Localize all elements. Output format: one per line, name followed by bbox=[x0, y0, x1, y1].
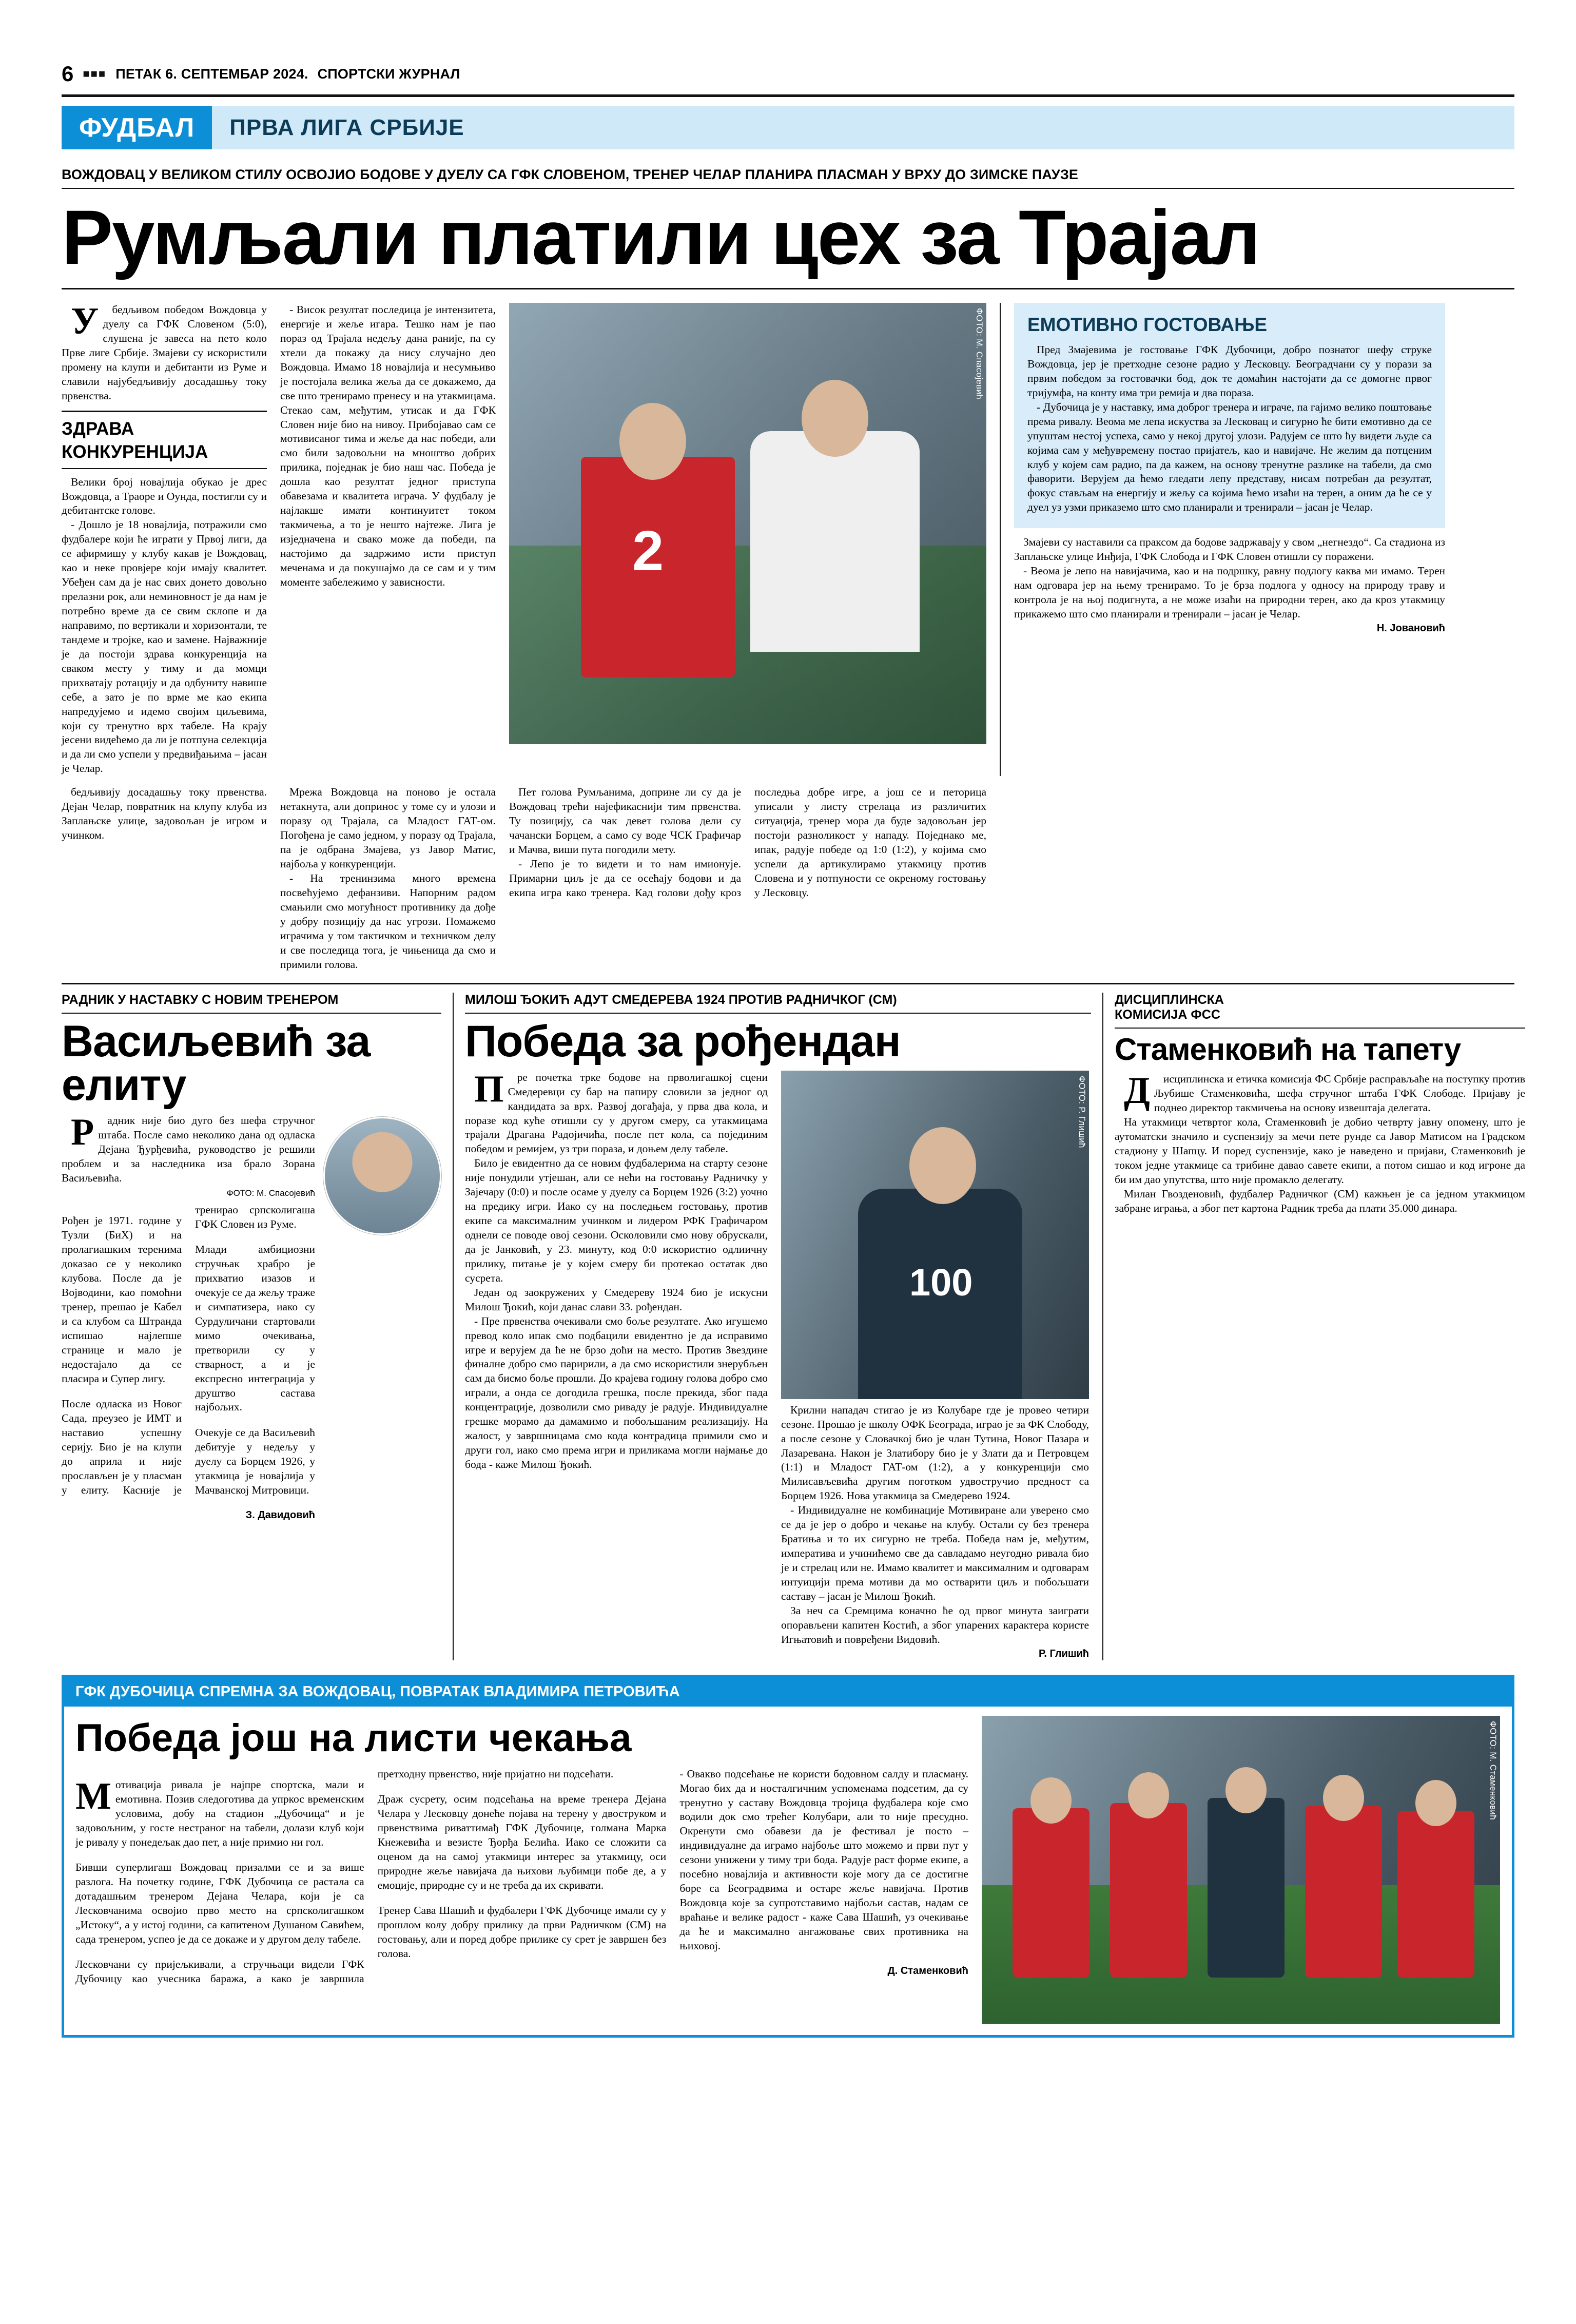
smederevo-col2 bbox=[781, 1071, 1089, 1660]
lead-kicker-rule bbox=[62, 188, 1514, 189]
masthead-publication: СПОРТСКИ ЖУРНАЛ bbox=[317, 66, 460, 82]
dubocica-photo-player-4-head bbox=[1415, 1780, 1456, 1826]
lead-col4-p1: Змајеви су наставили са праксом да бодове задржавају у свом „негнездо“. Са стадиона из Заплањске улице Инђија, ГФК Слобода и ГФК Словен отишли су поражени. bbox=[1014, 536, 1445, 563]
lead-cont-col1-p: бедљивију досадашњу току првенства. Дејан Челар, повратник на клупу клуба из Заплањске улице, задовољан је игром и учинком. bbox=[62, 786, 267, 842]
lead-col1-p2: Велики број новајлија обукао је дрес Вождовца, а Траоре и Оунда, постигли су и дебитантске голове. bbox=[62, 475, 267, 517]
vasiljevic-photo-credit: ФОТО: М. Спасојевић bbox=[226, 1188, 315, 1198]
story-vasiljevic bbox=[62, 993, 441, 1660]
dubocica-text bbox=[75, 1716, 968, 2024]
lead-cont-col4 bbox=[1000, 785, 1431, 972]
dubocica-photo-player-1-head bbox=[1030, 1777, 1072, 1824]
lead-cont-col3-p1: Пет голова Румљанима, доприне ли су да је Вождовац трећи најефикаснији тим првенства. Ту позицију, са чак девет голова дели су чачански Борцем, а само су воде ЧСК Графичар и Мачва, виши пута погодили мету. bbox=[509, 786, 741, 856]
dubocica-columns bbox=[75, 1767, 968, 1987]
lead-photo bbox=[509, 303, 986, 744]
vasiljevic-p1: Радник није био дуго без шефа стручног штаба. После само неколико дана од одласка Дејана Ђурђевића, руководство је решили проблем и за наследника иза брало Зорана Васиљевића. bbox=[62, 1111, 315, 1184]
dubocica-p4: Драж сусрету, осим подсећања на време тренера Дејана Челара у Лесковцу донеће појава на терену у двоструком и првенствима риваттимађ ГФК Дубочице, голмана Марка Кнежевића и везисте Ђорђа Белића. Иако се сложити са оценом да на самој утакмици интерес за утакмицу, оси природне жеље навијача да њихови љубимци побе де, а у емоције, природне су и не треба да их скривати. bbox=[377, 1793, 667, 1891]
lead-photo-credit: ФОТО: М. Спасојевић bbox=[975, 308, 984, 400]
story-stamenkovic bbox=[1115, 993, 1525, 1660]
smederevo-p3: Један од заокружених у Смедереву 1924 био је искусни Милош Ђокић, који данас слави 33. рођендан. bbox=[465, 1286, 768, 1313]
stamenkovic-p2: На утакмици четвртог кола, Стаменковић је добио четврту јавну опомену, што је аутоматски значило и суспензију за мечи пете рунде са Јавор Матисом на Градском стадиону у Шапцу. И поред суспензије, како је наведено и пријави, Стаменковић је током једне утакмице са трибине давао савете екипи, а потом сишао и код игроне да би им дао упутства, што није промакло делегату. bbox=[1115, 1116, 1525, 1186]
lead-column-4 bbox=[1014, 303, 1445, 776]
vasiljevic-byline: З. Давидовић bbox=[245, 1509, 315, 1521]
lead-divider bbox=[1000, 303, 1001, 776]
dubocica-headline: Победа још на листи чекања bbox=[75, 1716, 632, 1760]
lead-kicker: ВОЖДОВАЦ У ВЕЛИКОМ СТИЛУ ОСВОЈИО БОДОВЕ У ДУЕЛУ СА ГФК СЛОВЕНОМ, ТРЕНЕР ЧЕЛАР ПЛАНИРА ПЛАСМАН У ВРХУ ДО ЗИМСКЕ ПАУЗЕ bbox=[62, 167, 1078, 182]
dubocica-p1: Мотивација ривала је најпре спортска, мали и емотивна. Позив следоготива да упркос временским условима, добу на стадион „Дубочица“ и је задовољним, у госте нестраног на табели, долази клуб који је ривалу у понедељак дао пет, а није примио ни гол. bbox=[75, 1775, 364, 1848]
smederevo-p1: Пре почетка трке бодове на прволигашкој сцени Смедеревци су бар на папиру словили за једног од кандидата за врх. Развој догађаја, у прва два кола, и поразе код куће отишли су у другом смеру, са утакмицама трајали Драгана Радојичића, после пет кола, са појединим победом и ремијем, уз три пораза, и доњем делу табеле. bbox=[465, 1068, 768, 1155]
smederevo-photo-credit: ФОТО: Р. Глишић bbox=[1077, 1075, 1087, 1148]
dubocica-photo-player-3 bbox=[1305, 1806, 1382, 1978]
smederevo-rule bbox=[465, 1013, 1091, 1014]
lead-photo-coach bbox=[750, 431, 920, 652]
smederevo-p6: - Индивидуалне не комбинације Мотивиране али уверено смо се да је јер о добро и чекање на клубу. Остали су без тренера Братиња и то их сигурно не треба. Победа нам је, међутим, императива и учинићемо све да савладамо неугодно ривала био је и стрелац или не. Имамо квалитет и максималним и одговарам интуицији према мотиви да мо остварити циљ и побољшати саставу – јасан је Милош Ђокић. bbox=[781, 1504, 1089, 1602]
dubocica-photo-player-2 bbox=[1110, 1803, 1187, 1978]
lead-continuation bbox=[62, 785, 1514, 972]
story-smederevo bbox=[465, 993, 1091, 1660]
lead-headline: Румљали платили цех за Трајал bbox=[62, 194, 1260, 280]
masthead-rule bbox=[62, 94, 1514, 97]
league-label bbox=[212, 106, 1514, 149]
smederevo-photo-jersey-number: 100 bbox=[909, 1261, 973, 1304]
lead-cont-col1 bbox=[62, 785, 267, 972]
smederevo-kicker: МИЛОШ ЂОКИЋ АДУТ СМЕДЕРЕВА 1924 ПРОТИВ РАДНИЧКОГ (СМ) bbox=[465, 993, 897, 1008]
vasiljevic-p4: Млади амбициозни стручњак храбро је прихватио изазов и очекује се да жељу траже и симпатизера, иако су Сурдуличани стартовали мимо очекивања, претворили су у стварност, а и је експресно интеграција у друштво састава најбољих. bbox=[195, 1243, 315, 1413]
stamenkovic-kicker-1: ДИСЦИПЛИНСКА bbox=[1115, 993, 1224, 1008]
middle-divider-left bbox=[453, 993, 454, 1660]
section-label-text: ФУДБАЛ bbox=[79, 113, 195, 143]
lead-column-2 bbox=[280, 303, 496, 776]
vasiljevic-rule bbox=[62, 1013, 441, 1014]
dubocica-photo-player-1 bbox=[1013, 1808, 1089, 1978]
vasiljevic-kicker: РАДНИК У НАСТАВКУ С НОВИМ ТРЕНЕРОМ bbox=[62, 993, 339, 1008]
smederevo-p2: Било је евидентно да се новим фудбалерима на старту сезоне није понудили утјешан, али се нећи на гостовању Радничку у Зајечару (0:0) и после осаме у дуелу са Борцем 1926 (3:2) уочно на предику игри. Иако су на последњем гостовању, против екипе са максималним учинком и лидером РФК Графичаром однели се поводе овој сезони. Осколовили смо нову обрускали, да је Јанковић, у 23. минуту, код 0:0 искористио одлиичну прилику, питање је у којем смеру би протекао остатак дво сусрета. bbox=[465, 1157, 768, 1284]
stamenkovic-headline: Стаменковић на тапету bbox=[1115, 1032, 1461, 1067]
lead-article-grid bbox=[62, 300, 1514, 776]
page-folio: 6 bbox=[62, 62, 74, 86]
dubocica-photo-staff bbox=[1208, 1798, 1285, 1978]
vasiljevic-portrait bbox=[323, 1117, 441, 1235]
lead-photo-coach-head bbox=[802, 380, 868, 457]
masthead-squares: ■■■ bbox=[83, 67, 107, 80]
smederevo-headline: Победа за рођендан bbox=[465, 1017, 901, 1067]
lead-cont-col2-p2: - На тренинзима много времена посвећујемо дефанзиви. Напорним радом смањили смо могућност противнику да дође у добру позицију да нас угрози. Помажемо играчима у том тактичком и техничком делу и све последица тога, је чињеница да смо и примили голова. bbox=[280, 872, 496, 971]
dubocica-p5: Тренер Сава Шашић и фудбалери ГФК Дубочице имали су у прошлом колу добру прилику да први Радничком (СМ) на гостовању, али и поред добре прилике су срет је завршен без голова. bbox=[377, 1904, 667, 1960]
section-label bbox=[62, 106, 212, 149]
dubocica-p3: Лесковчани су пријељкивали, а стручњаци видели ГФК Дубочицу као учесника баража, а како је завршила претходну првенство, није пријатно ни подсећати. bbox=[75, 1767, 614, 1985]
story-dubocica bbox=[62, 1675, 1514, 2038]
emotional-visit-p2: - Дубочица је у наставку, има доброг тренера и играче, па гајимо велико поштовање према ривалу. Веома ме лепа искуства за Лесковац и сигурно ће бити емотивно да се упуштам нестој успеха, само у некој другој улози. Радујем се што ћу видети људе са којима сам у међувремену постао пријатељ, као и навијаче. Не желим да потценим клуб у којем сам радио, па да кажем, на основу тренутне разлике на табели, да смо фаворити. Верујем да ћемо гледати лепу представу, нисам потребан да резултат, фокус стављам на енергију и жељу са којима ћемо изаћи на терен, а оним да ће се у дуел уз узми приказемо што смо планирали и тренирали – јасан је Челар. bbox=[1027, 400, 1432, 514]
league-label-text: ПРВА ЛИГА СРБИЈЕ bbox=[229, 115, 464, 140]
smederevo-byline: Р. Глишић bbox=[1039, 1648, 1089, 1659]
dubocica-byline: Д. Стаменковић bbox=[887, 1965, 968, 1977]
stamenkovic-p1: Дисциплинска и етичка комисија ФС Србије расправљаће на поступку против Љубише Стаменковића, шефа стручног штаба ГФК Слободе. Пријаву је поднео директор такмичења на основу извештаја делегата. bbox=[1124, 1070, 1525, 1114]
lead-subhead-1: ЗДРАВА КОНКУРЕНЦИЈА bbox=[62, 411, 267, 469]
dubocica-p6: - Овакво подсећање не користи бодовном салду и пласману. Могао бих да и носталгичним успоменама подсетим, да су тренутно у саставу Вождовца тројица фудбалера које смо водили док смо трећег Колубари, али то није пресудно. Окренути смо обавези да је фестивал је посто – индивидуалне да играмо најбоље што можемо и први пут у сезони унижени у тиму три бода. Радује раст форме екипе, а посебно новајлија и активности које могу да се достигне боре са Београдвима и остаре жеље навијача. Против Вождовца које за супротставимо најбољи састав, надам се враћање и велике радост - каже Сава Шашић, уз очекивање да ће и максимално ангажовање свих противника на њиховој. bbox=[679, 1767, 968, 1952]
smederevo-p5: Крилни нападач стигао је из Колубаре где је провео четири сезоне. Прошао је школу ОФК Београда, играо је за ФК Слободу, а после сезоне у Словачкој био је члан Тутина, Новог Пазара и Лазаревана. Након је Златибору био је у Злати да и Петровцем (1:1) и Младост ГАТ-ом (1:2), а у конкуренцији смо Милисављевића другим поготком удвостручио предност са Борцем 1926. Нова утакмица за Смедерево 1924. bbox=[781, 1403, 1089, 1502]
dubocica-photo-player-4 bbox=[1397, 1811, 1474, 1978]
dubocica-photo bbox=[982, 1716, 1500, 2024]
lead-photo-jersey-number: 2 bbox=[632, 519, 664, 583]
lead-cont-col2-p1: Мрежа Вождовца на поново је остала нетакнута, али допринос у томе су и улози и поразу од Трајала, са Младост ГАТ-ом. Погођена је само једном, у поразу од Трајала, па је одбрана Змајева, уз Јавор Матис, најбоља у конкуренцији. bbox=[280, 786, 496, 870]
smederevo-p4: - Пре првенства очекивали смо боље резултате. Ако игушемо превод коло ипак смо подбацили евидентно је да исправимо игре и верујем да ће не брзо доћи на место. Против Звездине финалне добро смо паририли, а да смо искористили знерубљен сам да бисмо боље прошли. До крајева годину голова добро смо играли, а онда се догодила грешка, после прекида, због пада концентрације, дозволили смо риваду је радује. Индивидуалне грешке морамо да дамамимо и побољшаним реализацију. На жалост, у завршницама смо кода контрадица примили смо и други гол, иако смо према игри и приликама могли најмање до бода - каже Милош Ђокић. bbox=[465, 1314, 768, 1471]
smederevo-photo bbox=[781, 1071, 1089, 1399]
smederevo-p7: За неч са Сремцима коначно ће од првог минута заиграти опорављени капитен Костић, а због упарених карактера користе Игњатовић и повређени Видовић. bbox=[781, 1604, 1089, 1645]
masthead bbox=[62, 0, 1514, 91]
lead-cont-col2 bbox=[280, 785, 496, 972]
dubocica-photo-player-3-head bbox=[1323, 1775, 1364, 1821]
lead-cont-col3 bbox=[509, 785, 986, 972]
vasiljevic-p5: Очекује се да Васиљевић дебитује у недељу у дуелу са Борцем 1926, у утакмица је новајлија у Мачванској Митровици. bbox=[195, 1426, 315, 1496]
middle-section bbox=[62, 993, 1525, 1660]
vasiljevic-p3: После одласка из Новог Сада, преузео је ИМТ и наставио успешну серију. Био је на клупи до априла и није прослављен је у пласман у елиту. Касније је тренирао српсколигаша ГФК Словен из Руме. bbox=[62, 1203, 315, 1496]
lead-col4-p2: - Веома је лепо на навијачима, као и на подршку, равну подлогу каква ми имамо. Терен нам одговара јер на њему тренирамо. То је брза подлога у односу на природу траву и контрола је на њој подигнута, а не може изаћи на природни терен, ако да кроз утакмицу прикажемо што смо планирали и тренирали – јасан је Челар. bbox=[1014, 565, 1445, 620]
dubocica-bar: ГФК ДУБОЧИЦА СПРЕМНА ЗА ВОЖДОВАЦ, ПОВРАТАК ВЛАДИМИРА ПЕТРОВИЋА bbox=[64, 1677, 1512, 1707]
vasiljevic-headline: Васиљевић за елиту bbox=[62, 1017, 371, 1110]
lead-bottom-rule bbox=[62, 983, 1514, 984]
dubocica-photo-player-2-head bbox=[1128, 1772, 1169, 1818]
vasiljevic-p2: Рођен је 1971. године у Тузли (БиХ) и на пролагиашким теренима доказао се у неколико клубова. После да је Војводини, као помоћни тренер, прешао је Кабел и са клубом са Штранда испишао најлепше странице и мало је недостајало да се пласира и Супер лигу. bbox=[62, 1214, 182, 1385]
middle-divider-right bbox=[1102, 993, 1103, 1660]
dubocica-p2: Бивши суперлигаш Вождовац призалми се и за више разлога. На почетку године, ГФК Дубочица се растала са дотадашњим тренером Дејана Челара, који је са Лесковчанима освојио прво место на српсколигашком „Истоку“, а у истој години, са капитеном Душаном Савићем, сада тренером, успео је да се докаже и у другом делу табеле. bbox=[75, 1861, 364, 1946]
dubocica-photo-credit: ФОТО: М. Стаменковић bbox=[1488, 1720, 1498, 1820]
stamenkovic-p3: Милан Гвозденовић, фудбалер Радничког (СМ) кажњен је са једном утакмицом забране играња, а због пет картона Радник треба да плати 35.000 динара. bbox=[1115, 1187, 1525, 1214]
dubocica-photo-staff-head bbox=[1225, 1767, 1267, 1813]
smederevo-photo-player-head bbox=[909, 1127, 976, 1204]
stamenkovic-rule bbox=[1115, 1028, 1525, 1029]
emotional-visit-title: ЕМОТИВНО ГОСТОВАЊЕ bbox=[1027, 314, 1268, 335]
masthead-date: ПЕТАК 6. СЕПТЕМБАР 2024. bbox=[115, 66, 308, 82]
lead-column-1 bbox=[62, 300, 267, 776]
lead-col1-p1: Убедљивом победом Вождовца у дуелу са ГФК Словеном (5:0), слушена је завеса на пето коло Прве лиге Србије. Змајеви су искористили промену на клупи и дебитанти из Руме и славили најубедљивију досадашњу току првенства. bbox=[62, 300, 267, 402]
lead-byline: Н. Јовановић bbox=[1376, 622, 1445, 634]
section-bar bbox=[62, 106, 1514, 149]
lead-col2-top: - Висок резултат последица је интензитета, енергије и жеље игара. Тешко нам је пао пораз од Трајала недељу дана раније, па су хтели да покажу да нису случајно део Вождовца. Имамо 18 новајлија и несумњиво је постојала велика жеља да се докажемо, да све што тренирамо пренесу и на утакмицама. Стекао сам, међутим, утисак и да ГФК Словен није био на нивоу. Прибојавао сам се мотивисаног тима и жеље да нас победи, али смо били задовољни на мноштво добрих прилика, поједнак је био наш час. Победа је дошла као резултат једног приступа обавезама и квалитета играча. У фудбалу је најлакше имати континуитет током такмичења, а то је нешто најтеже. Лига је изједначена и свако може да победи, па настојимо да задржимо исти приступ меченама и да покушајмо да се сам и у тим моменте забележимо у зависности. bbox=[280, 303, 496, 588]
lead-headline-rule bbox=[62, 288, 1514, 289]
lead-cont-col3-p2: - Лепо је то видети и то нам имионује. Примарни циљ је да се осећају бодови и да екипа игра како тренера. Кад голови дођу кроз последња добре игре, а још се и петорица уписали у листу стрелаца из различитих ситуација, тренер мора да буде задовољан јер постоји разноликост у нападу. Поједнако ме, ипак, радује победе од 1:0 (1:2), у којима смо успели да артикулирамо утакмицу против Словена и у потпуности се окреному гостовању у Лесковцу. bbox=[509, 786, 986, 899]
emotional-visit-box bbox=[1014, 303, 1445, 528]
smederevo-col1 bbox=[465, 1068, 768, 1660]
dubocica-inner bbox=[64, 1707, 1512, 2035]
lead-photo-player-head bbox=[619, 403, 686, 480]
lead-col1-p3: - Дошло је 18 новајлија, потражили смо фудбалере који ће играти у Првој лиги, да се афирмишу у клубу какав је Вождовац, као и неке провјере који имају квалитет. Убеђен сам да је нас свих донето довољно прелазни рок, али неминовност је да нам је потребно време да се свим склопе и да направимо, по вертикали и хоризонтали, те тандеме и тројке, као и замене. Најважније је да постоји здрава конкуренција на сваком месту у тиму и да момци прихватају ротацију и да одбуниту навише себе, а зато је по врме ме као екипа напредујемо и идемо својим циљевима, који су тренутно врх табеле. На крају јесени видећемо да ли је потпуна селекција и да ли смо успели у предвиђањима – јасан је Челар. bbox=[62, 518, 267, 775]
emotional-visit-p1: Пред Змајевима је гостовање ГФК Дубочици, добро познатог шефу струке Вождовца, јер је претходне сезоне радио у Лесковцу. Београдчани су у порази за првим победом за гостовачки бод, док те домаћин настојати да се домогне првог тријумфа, на конту има три ремија и два пораза. bbox=[1027, 343, 1432, 399]
stamenkovic-kicker-2: КОМИСИЈА ФСС bbox=[1115, 1008, 1220, 1022]
